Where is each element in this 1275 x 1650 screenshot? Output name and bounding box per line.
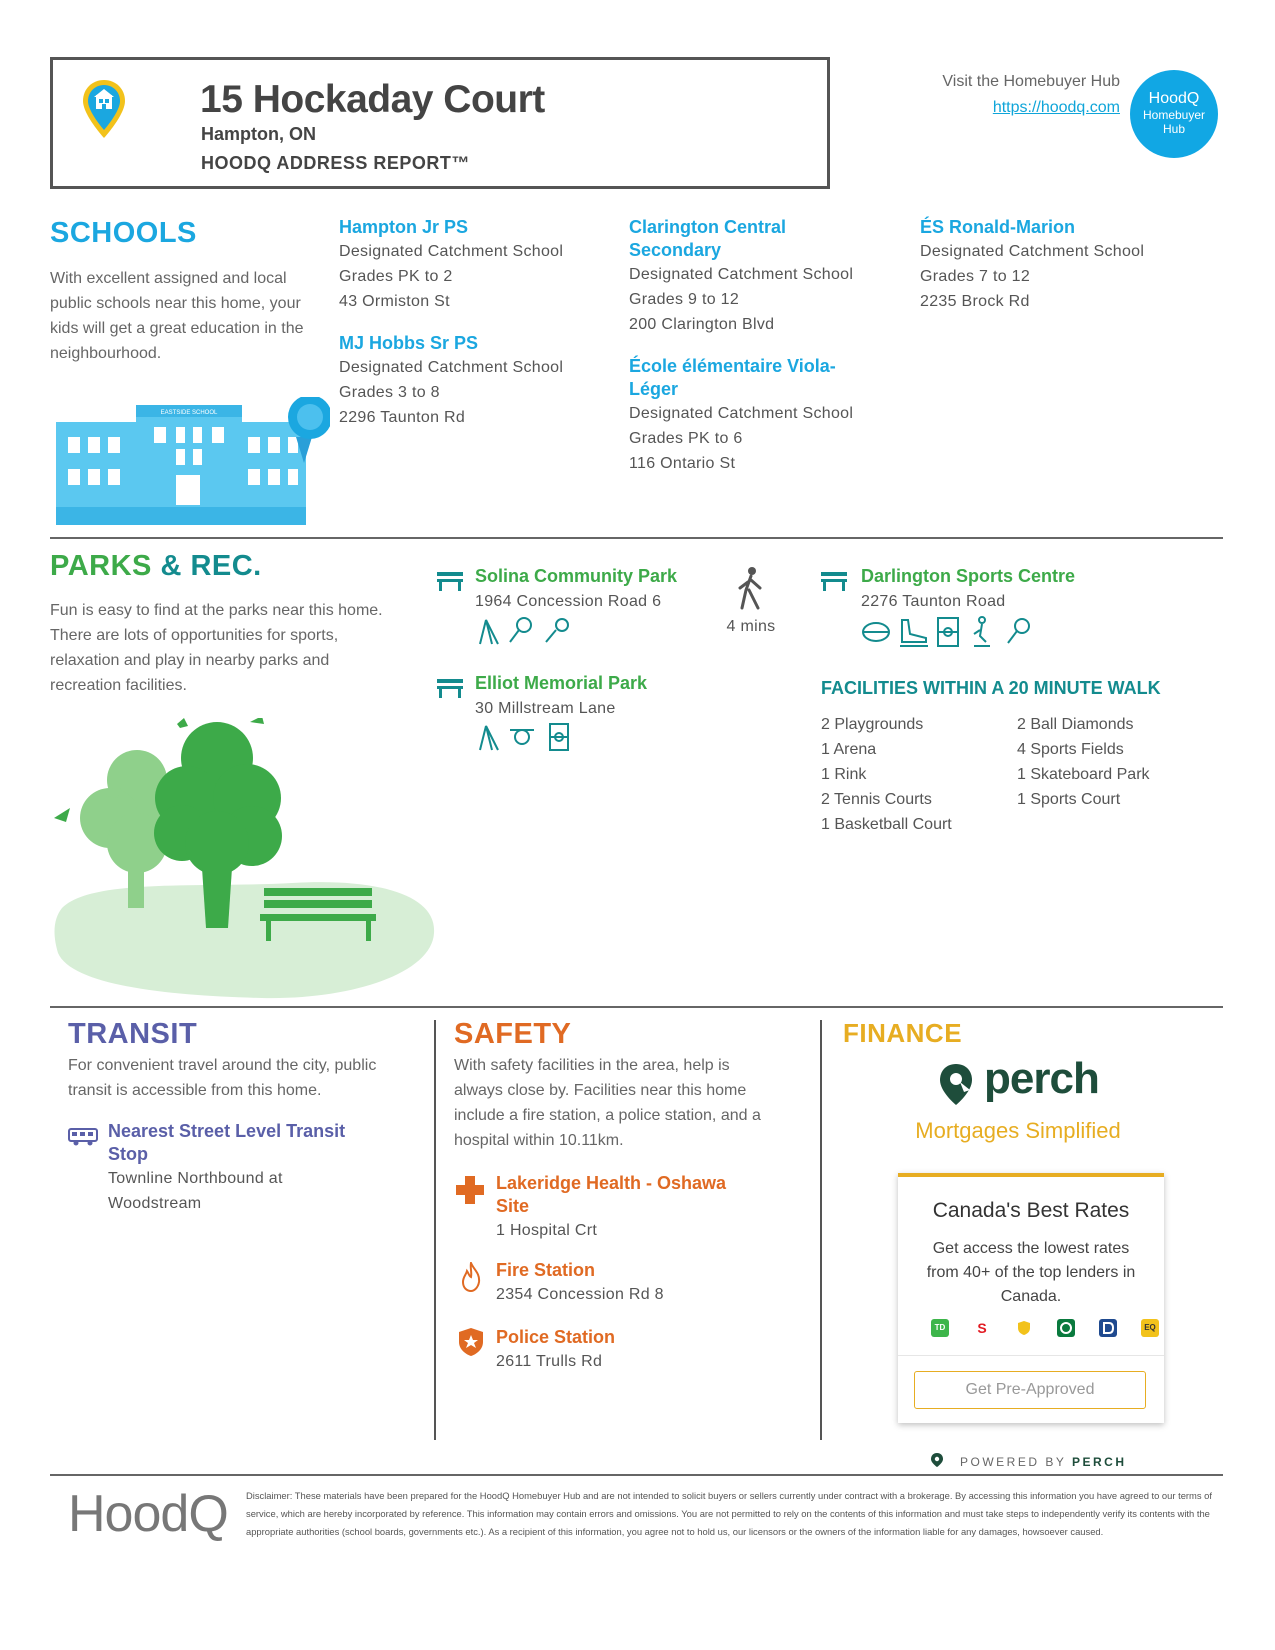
schools-blurb-line: With excellent assigned and local xyxy=(50,270,287,287)
homebuyer-hub-badge[interactable] xyxy=(1130,70,1218,158)
bank-shield-icon xyxy=(1015,1319,1033,1337)
safety-blurb-line: With safety facilities in the area, help is xyxy=(454,1057,730,1074)
school-sign: EASTSIDE SCHOOL xyxy=(160,410,218,416)
tennis-icon xyxy=(517,618,531,632)
school-name[interactable]: Secondary xyxy=(629,240,722,260)
police-badge-icon xyxy=(458,1327,484,1357)
schools-blurb-line: neighbourhood. xyxy=(50,345,162,362)
playground-icon xyxy=(480,726,492,750)
hub-visit-text: Visit the Homebuyer Hub xyxy=(942,73,1120,90)
park-address: 30 Millstream Lane xyxy=(475,700,616,717)
safety-item xyxy=(496,1172,816,1243)
park-item xyxy=(475,566,677,614)
school-type: Designated Catchment School xyxy=(339,359,564,376)
facilities-list xyxy=(821,712,1211,837)
facility-item: 1 Sports Court xyxy=(1017,791,1121,808)
safety-address: 2354 Concession Rd 8 xyxy=(496,1286,664,1303)
school-grades: Grades PK to 6 xyxy=(629,430,743,447)
school-item xyxy=(339,216,609,314)
school-address: 200 Clarington Blvd xyxy=(629,316,775,333)
card-title: Canada's Best Rates xyxy=(932,1199,1130,1222)
transit-title: TRANSIT xyxy=(68,1018,198,1050)
park-amenity-icons xyxy=(476,616,586,646)
hoodq-logo: HoodQ xyxy=(68,1485,228,1543)
school-item xyxy=(920,216,1220,314)
safety-blurb-line: include a fire station, a police station, and a xyxy=(454,1107,761,1124)
disclaimer: Disclaimer: These materials have been prepared for the HoodQ Homebuyer Hub and are not intended to solicit buyers or sellers currently under contract with a brokerage. By accessing this information you have agreed to our terms of service, which are hereby incorporated by reference. This information may contain errors and omissions. You are not permitted to rely on the contents of this information and must take steps to independently verify its contents with the appropriate authorities (school boards, governments etc.). As a recipient of this information, you agree not to hold us, our licensors or the owners of the information liable for any damages, howsoever caused. xyxy=(246,1490,1212,1537)
school-type: Designated Catchment School xyxy=(629,266,854,283)
safety-name[interactable]: Site xyxy=(496,1196,530,1216)
playground-icon xyxy=(480,620,492,644)
badge-line-1: HoodQ xyxy=(1148,90,1200,107)
report-label: HOODQ ADDRESS REPORT™ xyxy=(201,153,470,173)
facility-item: 1 Arena xyxy=(821,741,877,758)
park-item xyxy=(475,673,647,721)
transit-stop-title[interactable]: Nearest Street Level Transit xyxy=(108,1121,346,1141)
get-pre-approved-button[interactable]: Get Pre-Approved xyxy=(914,1371,1146,1409)
park-bench-icon xyxy=(820,570,848,592)
school-type: Designated Catchment School xyxy=(920,243,1145,260)
safety-blurb-line: always close by. Facilities near this home xyxy=(454,1082,747,1099)
school-grades: Grades 7 to 12 xyxy=(920,268,1031,285)
park-name[interactable]: Darlington Sports Centre xyxy=(861,566,1076,586)
park-amenity-icons xyxy=(476,722,586,752)
schools-title: SCHOOLS xyxy=(50,217,197,249)
safety-address: 2611 Trulls Rd xyxy=(496,1353,603,1370)
school-name[interactable]: MJ Hobbs Sr PS xyxy=(339,333,479,353)
facility-item: 1 Basketball Court xyxy=(821,816,952,833)
park-name[interactable]: Elliot Memorial Park xyxy=(475,673,648,693)
perch-logo-icon xyxy=(938,1062,978,1106)
park-bench-icon xyxy=(436,570,464,592)
badge-line-2: Homebuyer xyxy=(1142,108,1206,122)
school-name[interactable]: Léger xyxy=(629,379,679,399)
scotiabank-icon: S xyxy=(973,1319,991,1337)
school-grades: Grades 9 to 12 xyxy=(629,291,740,308)
safety-name[interactable]: Police Station xyxy=(496,1327,616,1347)
facility-item: 2 Playgrounds xyxy=(821,716,924,733)
column-divider xyxy=(820,1020,822,1440)
safety-address: 1 Hospital Crt xyxy=(496,1222,598,1239)
perch-brand: perch xyxy=(984,1054,1099,1103)
park-amenity-icons xyxy=(862,616,1038,648)
school-address: 2296 Taunton Rd xyxy=(339,409,466,426)
school-name[interactable]: Clarington Central xyxy=(629,217,787,237)
school-name[interactable]: École élémentaire Viola- xyxy=(629,356,836,376)
badge-line-3: Hub xyxy=(1162,122,1185,136)
skateboard-icon xyxy=(979,617,985,623)
parks-blurb-line: Fun is easy to find at the parks near this home. xyxy=(50,602,383,619)
td-bank-icon: TD xyxy=(931,1319,949,1337)
transit-stop-title[interactable]: Stop xyxy=(108,1144,148,1164)
schools-blurb xyxy=(50,266,340,366)
park-illustration xyxy=(52,718,436,1002)
school-grades: Grades PK to 2 xyxy=(339,268,453,285)
park-name[interactable]: Solina Community Park xyxy=(475,566,678,586)
facility-item: 4 Sports Fields xyxy=(1017,741,1124,758)
safety-blurb xyxy=(454,1053,814,1153)
powered-by xyxy=(960,1455,1127,1469)
fire-icon xyxy=(460,1262,482,1292)
park-item xyxy=(861,566,1075,614)
eq-bank-icon: EQ xyxy=(1141,1319,1159,1337)
parks-title-a: PARKS xyxy=(50,550,152,582)
address-title: 15 Hockaday Court xyxy=(200,78,545,121)
home-pin-icon xyxy=(80,78,128,140)
bus-icon xyxy=(68,1128,98,1146)
transit-blurb-line: For convenient travel around the city, public xyxy=(68,1057,377,1074)
bank-d-icon xyxy=(1099,1319,1117,1337)
parks-blurb xyxy=(50,598,430,698)
park-address: 2276 Taunton Road xyxy=(861,593,1006,610)
school-item xyxy=(339,332,609,430)
safety-blurb-line: hospital within 10.11km. xyxy=(454,1132,624,1149)
school-address: 2235 Brock Rd xyxy=(920,293,1030,310)
school-type: Designated Catchment School xyxy=(339,243,564,260)
facility-item: 2 Ball Diamonds xyxy=(1017,716,1134,733)
transit-stop-address: Woodstream xyxy=(108,1195,202,1212)
tennis-icon xyxy=(1015,619,1029,633)
transit-blurb xyxy=(68,1053,428,1103)
school-type: Designated Catchment School xyxy=(629,405,854,422)
parks-title-b: & REC. xyxy=(160,550,262,582)
safety-item xyxy=(496,1326,816,1374)
parks-blurb-line: There are lots of opportunities for sports, xyxy=(50,627,339,644)
school-grades: Grades 3 to 8 xyxy=(339,384,440,401)
hub-link[interactable]: https://hoodq.com xyxy=(992,99,1120,116)
facility-item: 1 Rink xyxy=(821,766,867,783)
school-item xyxy=(629,216,899,337)
rates-card xyxy=(898,1173,1164,1423)
card-text: Get access the lowest rates from 40+ of the top lenders in Canada. xyxy=(926,1240,1136,1305)
school-name[interactable]: ÉS Ronald-Marion xyxy=(920,217,1076,237)
safety-name[interactable]: Lakeridge Health - Oshawa xyxy=(496,1173,727,1193)
card-separator xyxy=(898,1355,1164,1356)
transit-stop-address: Townline Northbound at xyxy=(108,1170,283,1187)
school-item xyxy=(629,355,899,476)
school-illustration xyxy=(56,397,330,527)
hospital-icon xyxy=(455,1175,485,1205)
address-city: Hampton, ON xyxy=(201,124,316,144)
facilities-title: FACILITIES WITHIN A 20 MINUTE WALK xyxy=(821,678,1161,698)
perch-small-logo-icon xyxy=(930,1452,944,1468)
section-divider xyxy=(50,537,1223,539)
safety-item xyxy=(496,1259,816,1307)
finance-tagline: Mortgages Simplified xyxy=(915,1118,1121,1143)
schools-blurb-line: public schools near this home, your xyxy=(50,295,301,312)
walk-time: 4 mins xyxy=(726,618,776,635)
parks-blurb-line: relaxation and play in nearby parks and xyxy=(50,652,330,669)
parks-title xyxy=(50,550,262,583)
park-address: 1964 Concession Road 6 xyxy=(475,593,662,610)
rink-icon xyxy=(902,620,926,642)
school-address: 43 Ormiston St xyxy=(339,293,450,310)
transit-blurb-line: transit is accessible from this home. xyxy=(68,1082,322,1099)
section-divider xyxy=(50,1006,1223,1008)
footer-divider xyxy=(50,1474,1223,1476)
safety-name[interactable]: Fire Station xyxy=(496,1260,596,1280)
column-divider xyxy=(434,1020,436,1440)
powered-by-label: POWERED BY xyxy=(960,1455,1067,1469)
school-address: 116 Ontario St xyxy=(629,455,736,472)
walk-icon xyxy=(736,566,766,610)
schools-blurb-line: kids will get a great education in the xyxy=(50,320,304,337)
facility-item: 1 Skateboard Park xyxy=(1017,766,1150,783)
ball-diamond-icon xyxy=(556,619,568,631)
parks-blurb-line: recreation facilities. xyxy=(50,677,187,694)
transit-stop xyxy=(108,1120,428,1216)
safety-title: SAFETY xyxy=(454,1018,572,1050)
bank-ring-icon xyxy=(1057,1319,1075,1337)
park-bench-icon xyxy=(436,677,464,699)
facility-item: 2 Tennis Courts xyxy=(821,791,932,808)
school-name[interactable]: Hampton Jr PS xyxy=(339,217,469,237)
finance-title: FINANCE xyxy=(843,1018,963,1048)
powered-by-brand: PERCH xyxy=(1071,1455,1127,1469)
